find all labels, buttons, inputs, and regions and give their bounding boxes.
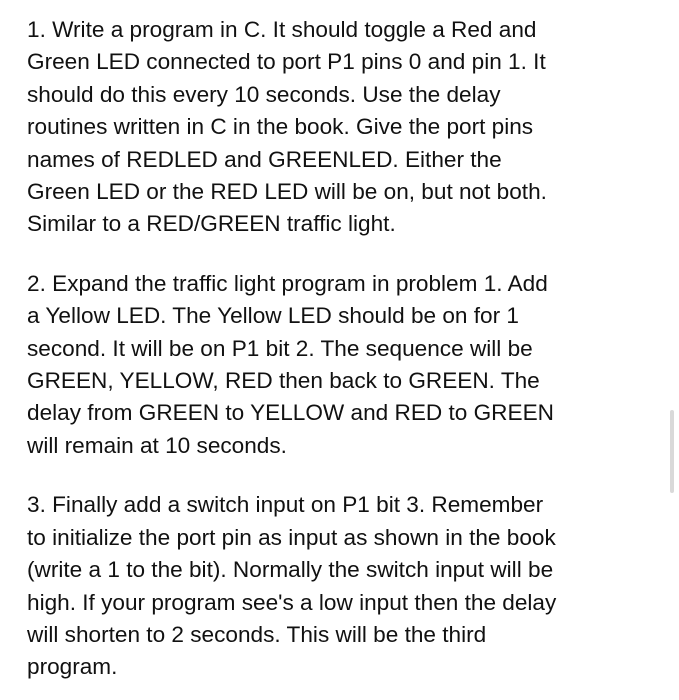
vertical-scrollbar[interactable] bbox=[670, 410, 674, 493]
text-line: 2. Expand the traffic light program in problem 1. Add bbox=[27, 270, 548, 296]
text-line: GREEN, YELLOW, RED then back to GREEN. The bbox=[27, 368, 540, 394]
text-line: Green LED connected to port P1 pins 0 and pin 1. It bbox=[27, 49, 546, 75]
paragraph-spacer bbox=[27, 241, 667, 268]
text-line: Similar to a RED/GREEN traffic light. bbox=[27, 211, 396, 237]
text-line: should do this every 10 seconds. Use the delay bbox=[27, 81, 501, 107]
text-line: will remain at 10 seconds. bbox=[27, 432, 287, 458]
problem-2-paragraph bbox=[27, 268, 667, 462]
text-line: routines written in C in the book. Give the port pins bbox=[27, 114, 534, 140]
text-line: to initialize the port pin as input as shown in the book bbox=[27, 524, 556, 550]
text-line: 3. Finally add a switch input on P1 bit 3. Remember bbox=[27, 492, 544, 518]
problem-3-paragraph bbox=[27, 489, 667, 683]
paragraph-spacer bbox=[27, 462, 667, 489]
problem-1-paragraph bbox=[27, 14, 667, 241]
text-line: a Yellow LED. The Yellow LED should be on for 1 bbox=[27, 303, 519, 329]
text-line: will shorten to 2 seconds. This will be the third bbox=[27, 621, 487, 647]
document-body bbox=[27, 14, 667, 684]
text-line: program. bbox=[27, 654, 118, 680]
text-line: delay from GREEN to YELLOW and RED to GREEN bbox=[27, 400, 554, 426]
text-line: Green LED or the RED LED will be on, but not both. bbox=[27, 179, 547, 205]
text-line: high. If your program see's a low input then the delay bbox=[27, 589, 557, 615]
text-line: second. It will be on P1 bit 2. The sequence will be bbox=[27, 335, 533, 361]
text-line: (write a 1 to the bit). Normally the switch input will be bbox=[27, 557, 554, 583]
text-line: 1. Write a program in C. It should toggle a Red and bbox=[27, 17, 537, 42]
text-line: names of REDLED and GREENLED. Either the bbox=[27, 146, 502, 172]
